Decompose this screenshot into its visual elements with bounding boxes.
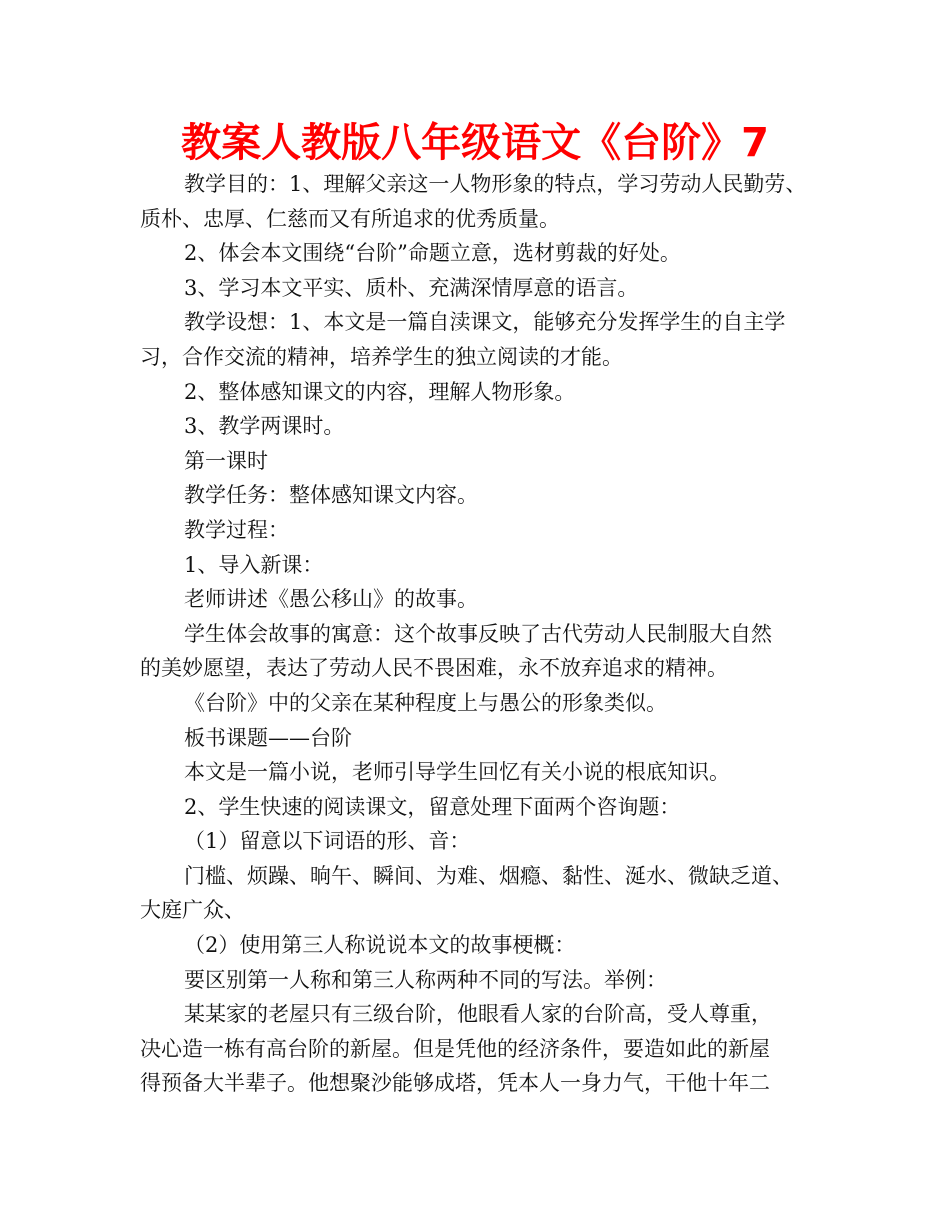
paragraph-line: 教学设想：1、本文是一篇自渎课文，能够充分发挥学生的自主学: [184, 310, 786, 335]
paragraph-line: 2、整体感知课文的内容，理解人物形象。: [184, 379, 576, 404]
paragraph-line: 大庭广众、: [140, 898, 245, 923]
document-body: [140, 167, 830, 1101]
paragraph-line: 教学目的：1、理解父亲这一人物形象的特点，学习劳动人民勤劳、: [184, 172, 807, 196]
paragraph-line: 《台阶》中的父亲在某种程度上与愚公的形象类似。: [184, 690, 667, 715]
paragraph-line: （2）使用第三人称说说本文的故事梗概：: [184, 933, 576, 958]
document-title: 教案人教版八年级语文《台阶》7: [181, 120, 769, 166]
paragraph-line: 2、学生快速的阅读课文，留意处理下面两个咨询题：: [184, 794, 681, 819]
paragraph-line: 要区别第一人称和第三人称两种不同的写法。举例：: [184, 967, 667, 992]
paragraph-line: 老师讲述《愚公移山》的故事。: [184, 587, 478, 612]
paragraph-line: 质朴、忠厚、仁慈而又有所追求的优秀质量。: [140, 206, 560, 231]
paragraph-line: 本文是一篇小说，老师引导学生回忆有关小说的根底知识。: [184, 760, 730, 785]
paragraph-line: 的美妙愿望，表达了劳动人民不畏困难，永不放弃追求的精神。: [140, 656, 728, 681]
paragraph-line: 3、教学两课时。: [184, 414, 345, 439]
paragraph-line: 2、体会本文围绕“台阶”命题立意，选材剪裁的好处。: [184, 241, 681, 266]
paragraph-line: 教学任务：整体感知课文内容。: [184, 483, 478, 508]
paragraph-line: 3、学习本文平实、质朴、充满深情厚意的语言。: [184, 275, 639, 300]
paragraph-line: 教学过程：: [184, 517, 289, 542]
paragraph-line: 板书课题——台阶: [184, 725, 352, 750]
paragraph-line: 得预备大半辈子。他想聚沙能够成塔，凭本人一身力气，干他十年二: [140, 1071, 770, 1096]
paragraph-line: 习，合作交流的精神，培养学生的独立阅读的才能。: [140, 344, 623, 369]
paragraph-line: 学生体会故事的寓意：这个故事反映了古代劳动人民制服大自然: [184, 621, 772, 646]
paragraph-line: 门槛、烦躁、晌午、瞬间、为难、烟瘾、黏性、涎水、微缺乏道、: [184, 863, 793, 888]
paragraph-line: 某某家的老屋只有三级台阶，他眼看人家的台阶高，受人尊重，: [184, 1002, 772, 1027]
paragraph-line: 1、导入新课：: [184, 552, 324, 577]
paragraph-line: 决心造一栋有高台阶的新屋。但是凭他的经济条件，要造如此的新屋: [140, 1036, 770, 1061]
section-heading: 第一课时: [184, 448, 268, 473]
paragraph-line: （1）留意以下词语的形、音：: [184, 829, 471, 854]
